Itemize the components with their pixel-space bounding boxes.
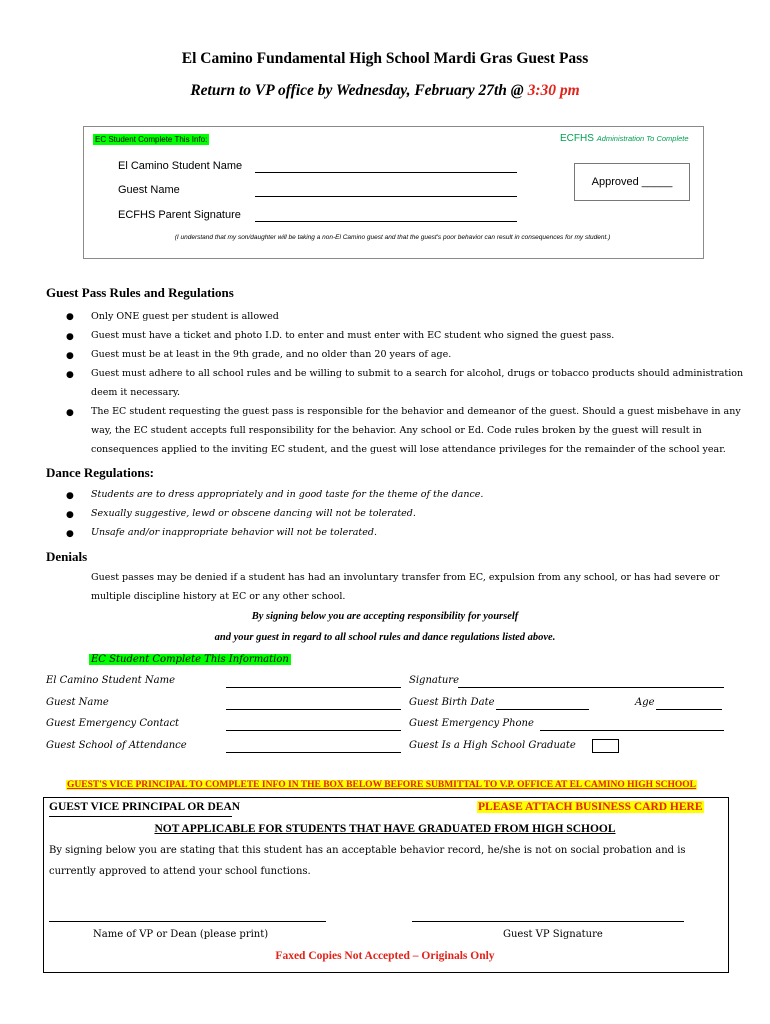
age-line[interactable] <box>656 709 722 710</box>
dance-heading: Dance Regulations: <box>46 465 154 480</box>
bullet-icon: ● <box>66 510 74 520</box>
signature-line[interactable] <box>458 687 724 688</box>
denials-text-line2: multiple discipline history at EC or any other school. <box>91 591 346 602</box>
not-applicable-note: NOT APPLICABLE FOR STUDENTS THAT HAVE GRADUATED FROM HIGH SCHOOL <box>154 823 616 835</box>
guest-birth-date-label: Guest Birth Date <box>409 697 495 708</box>
rule-item-cont: consequences applied to the inviting EC student, and the guest will lose attendance privileges for the remainder of the school year. <box>91 444 726 455</box>
ec-student-name-line[interactable] <box>226 687 401 688</box>
vp-signature-label: Guest VP Signature <box>503 929 603 940</box>
ec-form-label: EC Student Complete This Information <box>91 654 289 665</box>
rule-item: Guest must be at least in the 9th grade, and no older than 20 years of age. <box>91 349 452 360</box>
rule-item: The EC student requesting the guest pass is responsible for the behavior and demeanor of the guest. Should a guest misbehave in any <box>91 406 741 417</box>
vp-statement-2: currently approved to attend your school functions. <box>49 866 311 877</box>
bullet-icon: ● <box>66 408 74 418</box>
field-guest-name-line[interactable] <box>255 196 517 197</box>
guest-name-line[interactable] <box>226 709 401 710</box>
bullet-icon: ● <box>66 351 74 361</box>
rule-item: Guest must adhere to all school rules and be willing to submit to a search for alcohol, drugs or tobacco products should administration <box>91 368 744 379</box>
guest-graduate-label: Guest Is a High School Graduate <box>409 740 576 751</box>
guest-name-label: Guest Name <box>46 697 109 708</box>
vp-left-label-underline <box>49 816 232 817</box>
subtitle-main: Return to VP office by Wednesday, February 27th @ <box>190 82 528 99</box>
bullet-icon: ● <box>66 332 74 342</box>
guest-emergency-phone-line[interactable] <box>540 730 724 731</box>
rule-item-cont: way, the EC student accepts full responsibility for the behavior. Any school or Ed. Code rules broken by the guest will result in <box>91 425 702 436</box>
rule-item-cont: deem it necessary. <box>91 387 180 398</box>
vp-name-line[interactable] <box>49 921 326 922</box>
denials-heading: Denials <box>46 549 88 564</box>
approved-box[interactable]: Approved _____ <box>574 163 690 201</box>
page-subtitle <box>0 82 770 100</box>
field-parent-signature-line[interactable] <box>255 221 517 222</box>
vp-left-label: GUEST VICE PRINCIPAL OR DEAN <box>49 801 241 813</box>
guest-emergency-phone-label: Guest Emergency Phone <box>409 718 534 729</box>
admin-label-sub: Administration To Complete <box>596 134 689 143</box>
dance-item: Sexually suggestive, lewd or obscene dancing will not be tolerated. <box>91 508 416 519</box>
signature-label: Signature <box>409 675 460 686</box>
age-label: Age <box>635 697 655 708</box>
rule-item: Only ONE guest per student is allowed <box>91 311 279 322</box>
bullet-icon: ● <box>66 491 74 501</box>
vp-statement-1: By signing below you are stating that this student has an acceptable behavior record, he/she is not on social probation and is <box>49 845 686 856</box>
bullet-icon: ● <box>66 529 74 539</box>
signing-statement-1: By signing below you are accepting responsibility for yourself <box>251 611 519 622</box>
bullet-icon: ● <box>66 370 74 380</box>
vp-name-label: Name of VP or Dean (please print) <box>93 929 269 940</box>
guest-emergency-contact-label: Guest Emergency Contact <box>46 718 180 729</box>
graduate-checkbox[interactable] <box>592 739 619 753</box>
denials-text-line1: Guest passes may be denied if a student has had an involuntary transfer from EC, expulsion from any school, or has had severe or <box>91 572 720 583</box>
field-student-name-line[interactable] <box>255 172 517 173</box>
admin-label <box>560 133 689 144</box>
page-title: El Camino Fundamental High School Mardi Gras Guest Pass <box>181 50 589 67</box>
fax-footer: Faxed Copies Not Accepted – Originals Only <box>275 950 495 962</box>
admin-label-main: ECFHS <box>560 133 594 144</box>
field-guest-name-label: Guest Name <box>118 184 180 196</box>
rule-item: Guest must have a ticket and photo I.D. to enter and must enter with EC student who signed the guest pass. <box>91 330 615 341</box>
ec-student-name-label: El Camino Student Name <box>46 675 175 686</box>
rules-heading: Guest Pass Rules and Regulations <box>46 285 234 300</box>
guest-emergency-contact-line[interactable] <box>226 730 401 731</box>
dance-item: Students are to dress appropriately and in good taste for the theme of the dance. <box>91 489 484 500</box>
guest-birth-date-line[interactable] <box>496 709 589 710</box>
field-parent-signature-label: ECFHS Parent Signature <box>118 209 241 221</box>
vp-signature-line[interactable] <box>412 921 684 922</box>
dance-item: Unsafe and/or inappropriate behavior will not be tolerated. <box>91 527 377 538</box>
parent-note: (I understand that my son/daughter will be taking a non-El Camino guest and that the guest's poor behavior can result in consequences for my student.) <box>174 234 611 241</box>
signing-statement-2: and your guest in regard to all school rules and dance regulations listed above. <box>214 632 556 643</box>
subtitle-time: 3:30 pm <box>527 82 580 99</box>
student-box-label: EC Student Complete This Info: <box>95 135 208 144</box>
field-student-name-label: El Camino Student Name <box>118 160 243 172</box>
bullet-icon: ● <box>66 312 74 322</box>
business-card-label: PLEASE ATTACH BUSINESS CARD HERE <box>478 801 703 813</box>
guest-school-line[interactable] <box>226 752 401 753</box>
guest-school-label: Guest School of Attendance <box>46 740 187 751</box>
vp-banner: GUEST'S VICE PRINCIPAL TO COMPLETE INFO IN THE BOX BELOW BEFORE SUBMITTAL TO V.P. OFFICE AT EL CAMINO HIGH SCHOOL <box>67 780 697 790</box>
